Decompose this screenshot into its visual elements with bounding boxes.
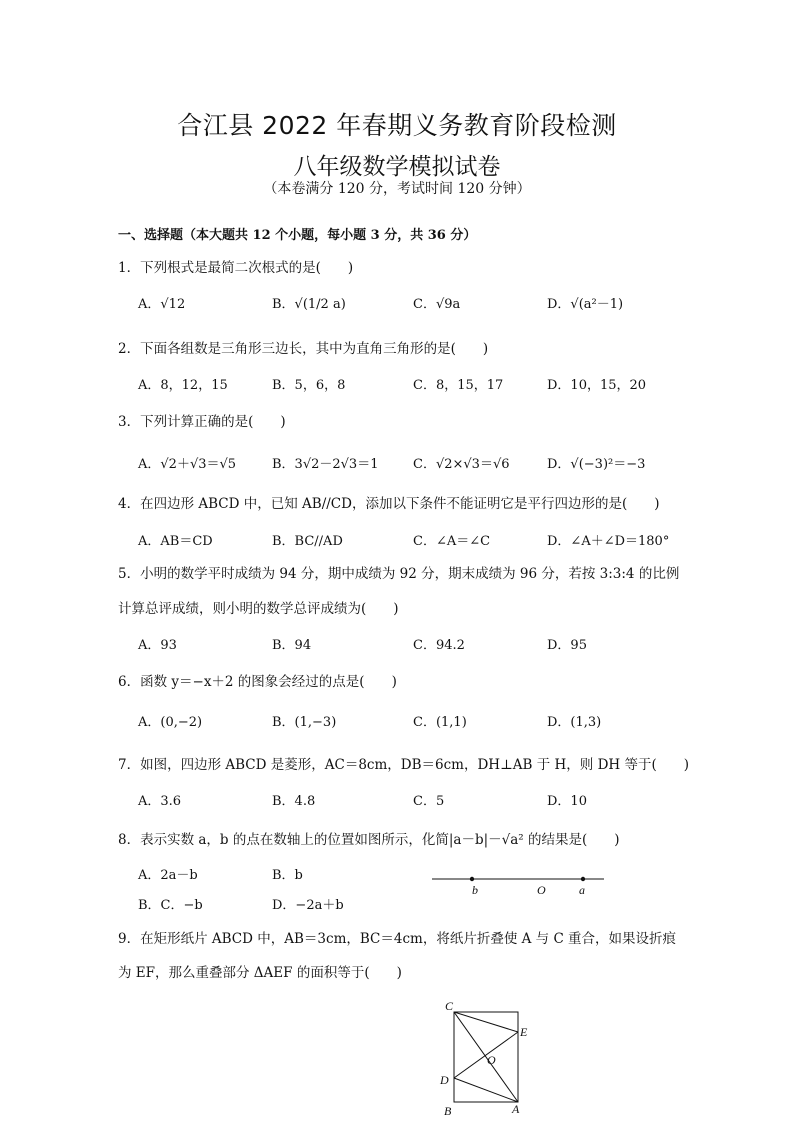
q3-option-b: B．3√2－2√3＝1: [272, 457, 379, 472]
diagonal-ac: [454, 1012, 518, 1102]
label-o: O: [487, 1053, 496, 1067]
q6-option-b: B．(1,−3): [272, 715, 337, 730]
segment-da: [454, 1078, 518, 1102]
question-3-stem: 3．下列计算正确的是( ): [118, 414, 286, 430]
q1-option-a: A．√12: [138, 297, 186, 312]
q7-option-b: B．4.8: [272, 794, 316, 809]
q1-option-d: D．√(a²－1): [547, 297, 624, 312]
q8-option-b: B．b: [272, 868, 303, 883]
question-8-stem: 8．表示实数 a，b 的点在数轴上的位置如图所示，化简|a－b|－√a² 的结果是( ): [118, 832, 620, 848]
question-2-stem: 2．下面各组数是三角形三边长，其中为直角三角形的是( ): [118, 341, 489, 357]
question-9-stem-line1: 9．在矩形纸片 ABCD 中，AB＝3cm，BC＝4cm，将纸片折叠使 A 与 C 重合，如果设折痕: [118, 931, 677, 947]
label-a: a: [579, 883, 585, 897]
q1-option-c: C．√9a: [413, 297, 461, 312]
question-4-stem: 4．在四边形 ABCD 中，已知 AB//CD，添加以下条件不能证明它是平行四边形的是( ): [118, 496, 660, 512]
q2-option-c: C．8，15，17: [413, 378, 504, 393]
q8-option-a: A．2a－b: [138, 868, 198, 883]
q2-option-a: A．8，12，15: [138, 378, 228, 393]
q5-option-a: A．93: [138, 638, 177, 653]
label-b: B: [444, 1104, 452, 1118]
label-b: b: [472, 883, 478, 897]
q1-option-b: B．√(1/2 a): [272, 297, 346, 312]
point-a: [581, 877, 585, 881]
number-line-figure: [428, 868, 608, 900]
q7-option-d: D．10: [547, 794, 587, 809]
question-9-stem-line2: 为 EF，那么重叠部分 ΔAEF 的面积等于( ): [118, 965, 402, 981]
q6-option-a: A．(0,−2): [138, 715, 203, 730]
q4-option-a: A．AB＝CD: [138, 534, 213, 549]
q6-option-c: C．(1,1): [413, 715, 467, 730]
q2-option-d: D．10，15，20: [547, 378, 647, 393]
question-5-stem-line2: 计算总评成绩，则小明的数学总评成绩为( ): [118, 601, 399, 617]
exam-subtitle: 八年级数学模拟试卷: [293, 154, 501, 180]
label-d: D: [440, 1073, 449, 1087]
q7-option-c: C．5: [413, 794, 445, 809]
label-c: C: [445, 999, 454, 1013]
q8-option-d: D．−2a＋b: [272, 898, 344, 913]
q2-option-b: B．5，6，8: [272, 378, 346, 393]
segment-ce: [454, 1012, 518, 1032]
section-heading: 一、选择题（本大题共 12 个小题，每小题 3 分，共 36 分）: [118, 228, 477, 243]
q4-option-d: D．∠A＋∠D＝180°: [547, 534, 670, 549]
exam-title: 合江县 2022 年春期义务教育阶段检测: [177, 111, 617, 140]
question-1-stem: 1．下列根式是最简二次根式的是( ): [118, 260, 354, 276]
q7-option-a: A．3.6: [138, 794, 182, 809]
q5-option-d: D．95: [547, 638, 587, 653]
q4-option-b: B．BC//AD: [272, 534, 343, 549]
label-a: A: [512, 1102, 520, 1116]
point-b: [470, 877, 474, 881]
rectangle-fold-figure: [436, 998, 536, 1118]
label-o: O: [537, 883, 546, 897]
question-7-stem: 7．如图，四边形 ABCD 是菱形，AC＝8cm，DB＝6cm，DH⊥AB 于 H，则 DH 等于( ): [118, 757, 690, 773]
question-6-stem: 6．函数 y＝−x＋2 的图象会经过的点是( ): [118, 674, 397, 690]
q5-option-b: B．94: [272, 638, 312, 653]
q3-option-a: A．√2＋√3＝√5: [138, 457, 237, 472]
q5-option-c: C．94.2: [413, 638, 465, 653]
q6-option-d: D．(1,3): [547, 715, 602, 730]
q3-option-d: D．√(−3)²＝−3: [547, 457, 646, 472]
exam-note: （本卷满分 120 分，考试时间 120 分钟）: [263, 181, 531, 197]
q3-option-c: C．√2×√3＝√6: [413, 457, 510, 472]
q8-option-c: B．C．−b: [138, 898, 203, 913]
label-e: E: [520, 1025, 528, 1039]
q4-option-c: C．∠A＝∠C: [413, 534, 491, 549]
fold-line-de: [454, 1032, 518, 1078]
question-5-stem-line1: 5．小明的数学平时成绩为 94 分，期中成绩为 92 分，期末成绩为 96 分，若按 3:3:4 的比例: [118, 566, 680, 582]
